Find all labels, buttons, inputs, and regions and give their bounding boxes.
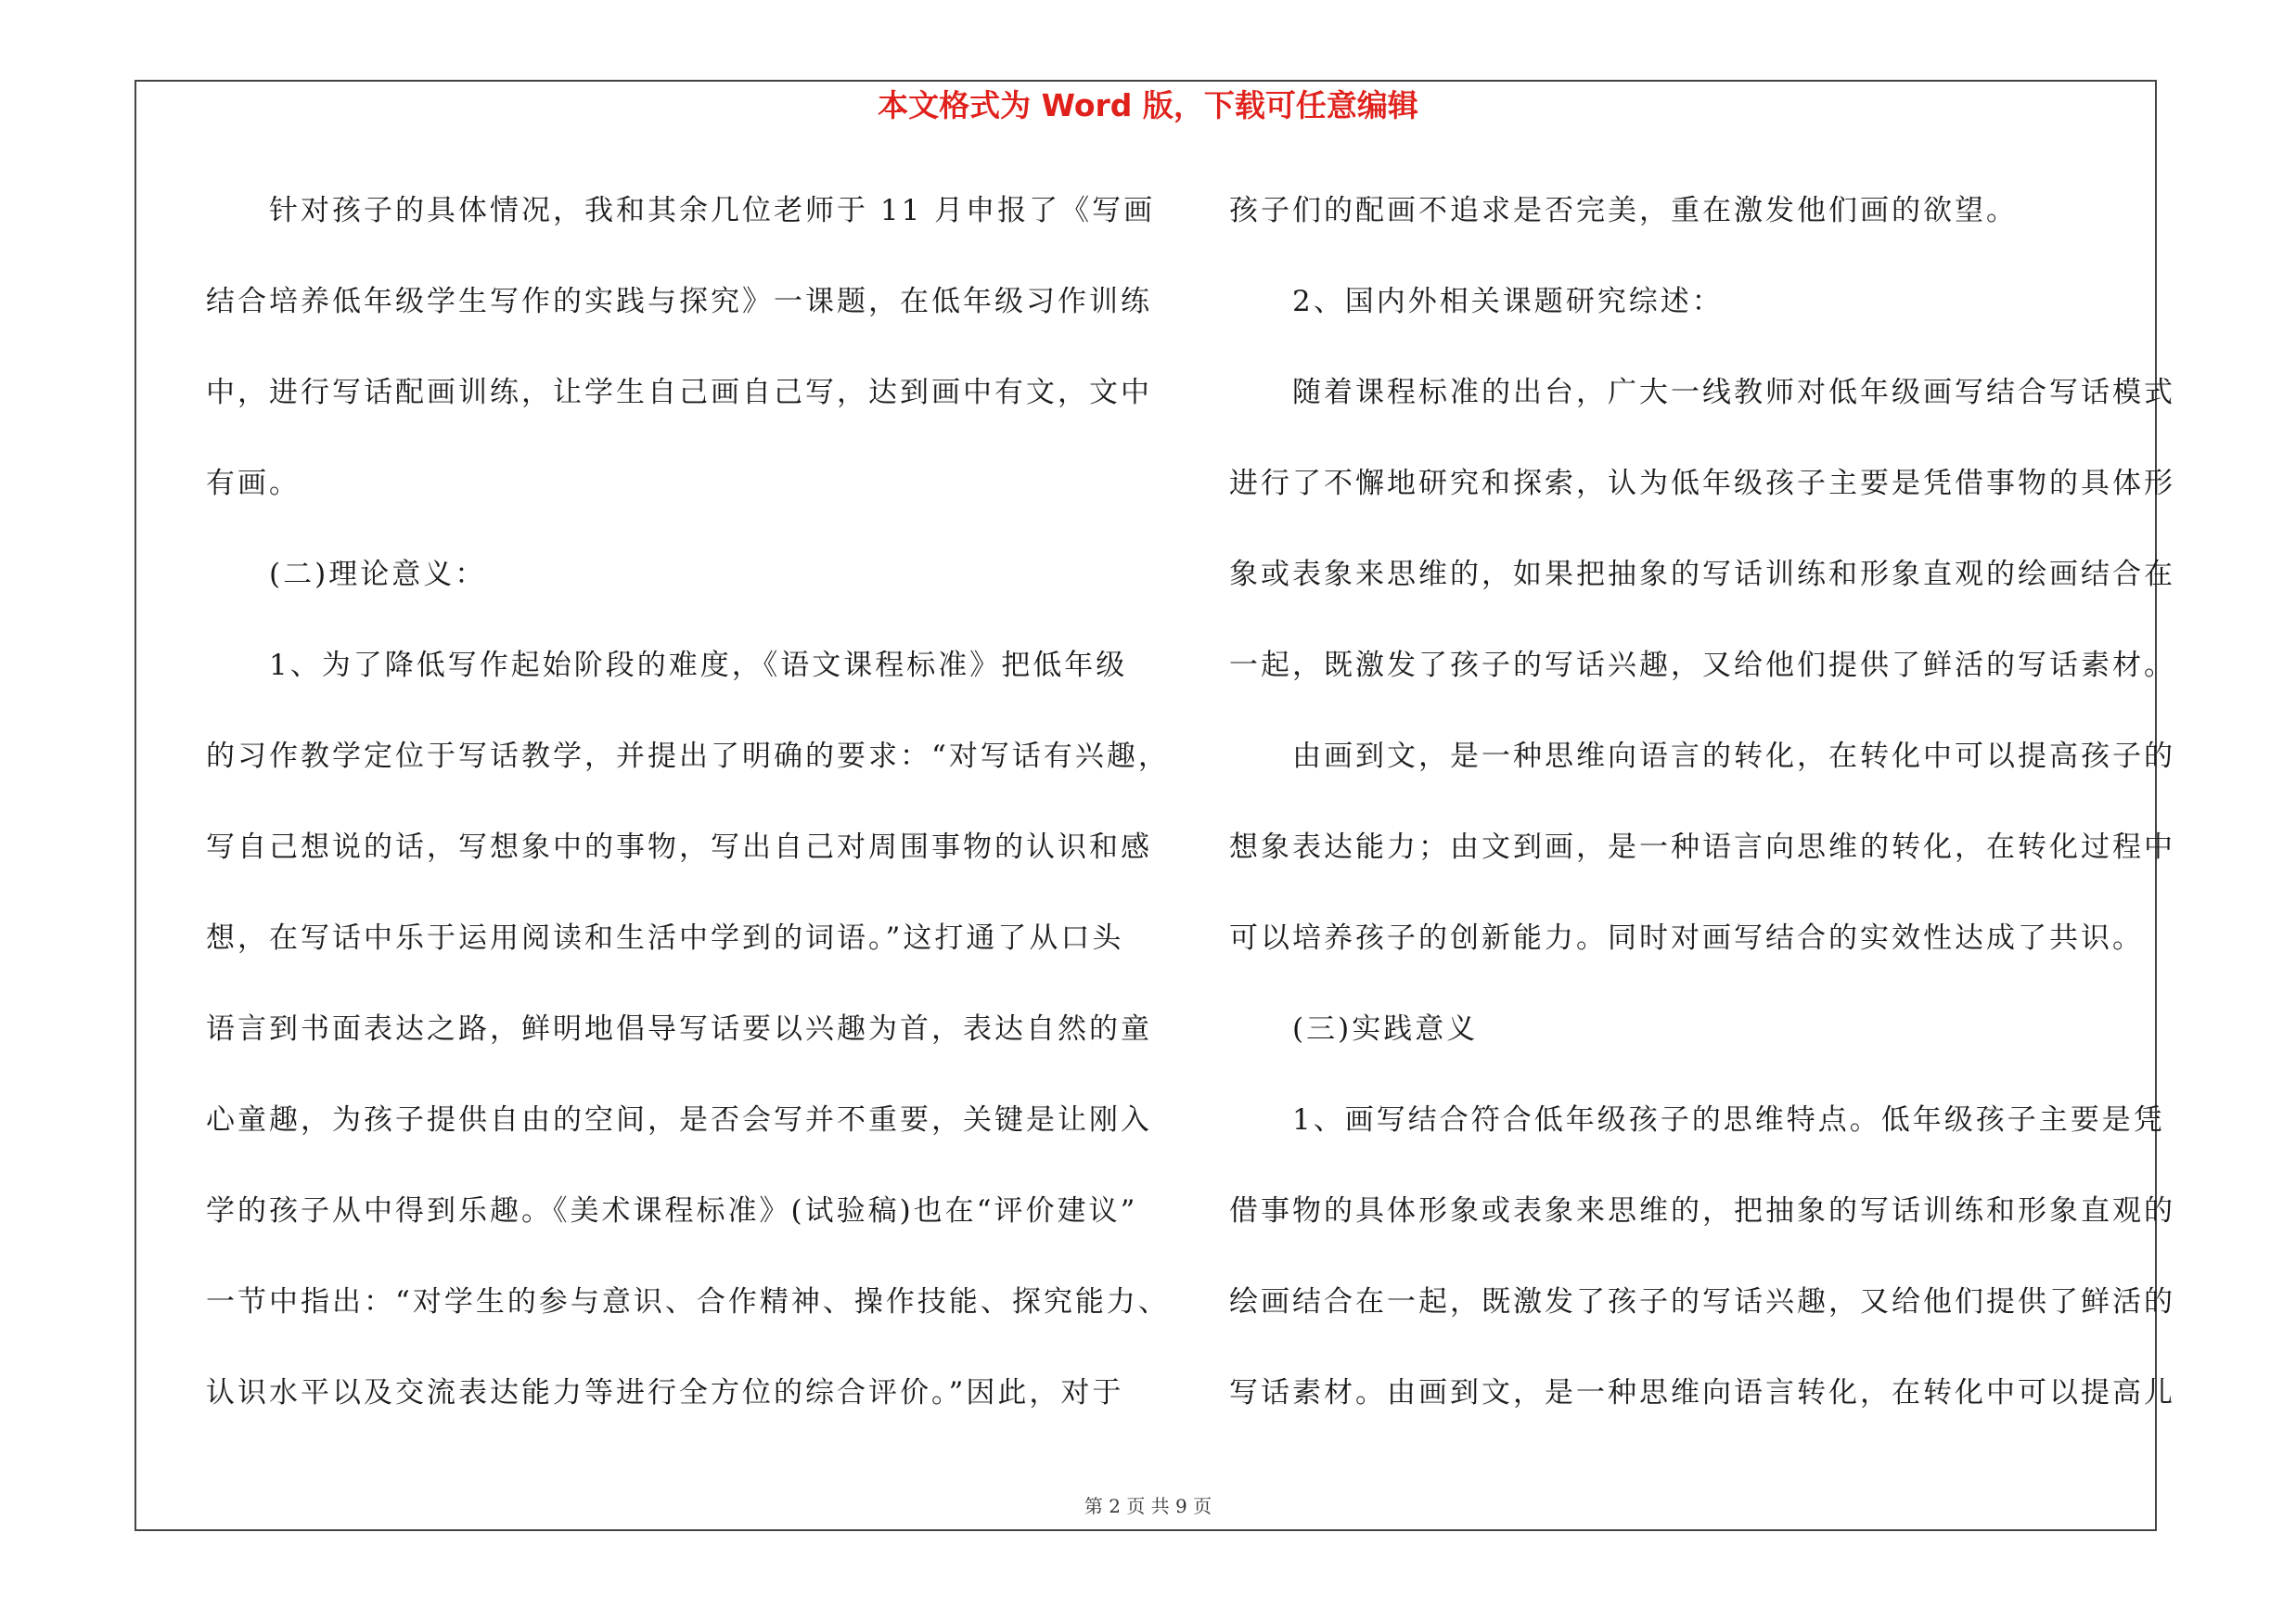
text-line: 一节中指出：“对学生的参与意识、合作精神、操作技能、探究能力、 [206,1285,1170,1319]
text-line: 由画到文，是一种思维向语言的转化，在转化中可以提高孩子的 [1292,740,2175,773]
left-column [206,183,1170,1456]
text-line: 的习作教学定位于写话教学，并提出了明确的要求：“对写话有兴趣， [206,740,1170,773]
text-line: 孩子们的配画不追求是否完美，重在激发他们画的欲望。 [1229,194,2018,227]
text-line: 写自己想说的话，写想象中的事物，写出自己对周围事物的认识和感 [206,831,1152,864]
text-line: 结合培养低年级学生写作的实践与探究》一课题，在低年级习作训练 [206,285,1152,318]
text-line: 心童趣，为孩子提供自由的空间，是否会写并不重要，关键是让刚入 [206,1103,1152,1137]
text-line: 1、为了降低写作起始阶段的难度，《语文课程标准》把低年级 [269,649,1128,682]
text-line: 随着课程标准的出台，广大一线教师对低年级画写结合写话模式 [1292,376,2175,409]
text-line: 象或表象来思维的，如果把抽象的写话训练和形象直观的绘画结合在 [1229,558,2175,591]
text-line: 写话素材。由画到文，是一种思维向语言转化，在转化中可以提高儿 [1229,1376,2175,1410]
text-line: 一起，既激发了孩子的写话兴趣，又给他们提供了鲜活的写话素材。 [1229,649,2175,682]
page-number: 第 2 页 共 9 页 [1084,1495,1212,1517]
section-heading: 2、国内外相关课题研究综述： [1292,285,1724,318]
text-line: 绘画结合在一起，既激发了孩子的写话兴趣，又给他们提供了鲜活的 [1229,1285,2175,1319]
text-line: 想，在写话中乐于运用阅读和生活中学到的词语。”这打通了从口头 [206,921,1124,955]
text-line: 进行了不懈地研究和探索，认为低年级孩子主要是凭借事物的具体形 [1229,467,2175,500]
section-heading: (二)理论意义： [269,558,487,591]
text-line: 1、画写结合符合低年级孩子的思维特点。低年级孩子主要是凭 [1292,1103,2165,1137]
text-line: 语言到书面表达之路，鲜明地倡导写话要以兴趣为首，表达自然的童 [206,1012,1152,1046]
text-line: 中，进行写话配画训练，让学生自己画自己写，达到画中有文，文中 [206,376,1152,409]
text-line: 学的孩子从中得到乐趣。《美术课程标准》(试验稿)也在“评价建议” [206,1194,1138,1228]
format-banner: 本文格式为 Word 版，下载可任意编辑 [878,87,1418,123]
text-line: 认识水平以及交流表达能力等进行全方位的综合评价。”因此，对于 [206,1376,1124,1410]
section-heading: (三)实践意义 [1292,1012,1479,1046]
text-line: 借事物的具体形象或表象来思维的，把抽象的写话训练和形象直观的 [1229,1194,2175,1228]
text-line: 针对孩子的具体情况，我和其余几位老师于 11 月申报了《写画 [269,194,1156,227]
text-line: 可以培养孩子的创新能力。同时对画写结合的实效性达成了共识。 [1229,921,2144,955]
text-line: 想象表达能力；由文到画，是一种语言向思维的转化，在转化过程中 [1229,831,2175,864]
right-column [1229,183,2175,1456]
text-line: 有画。 [206,467,301,500]
